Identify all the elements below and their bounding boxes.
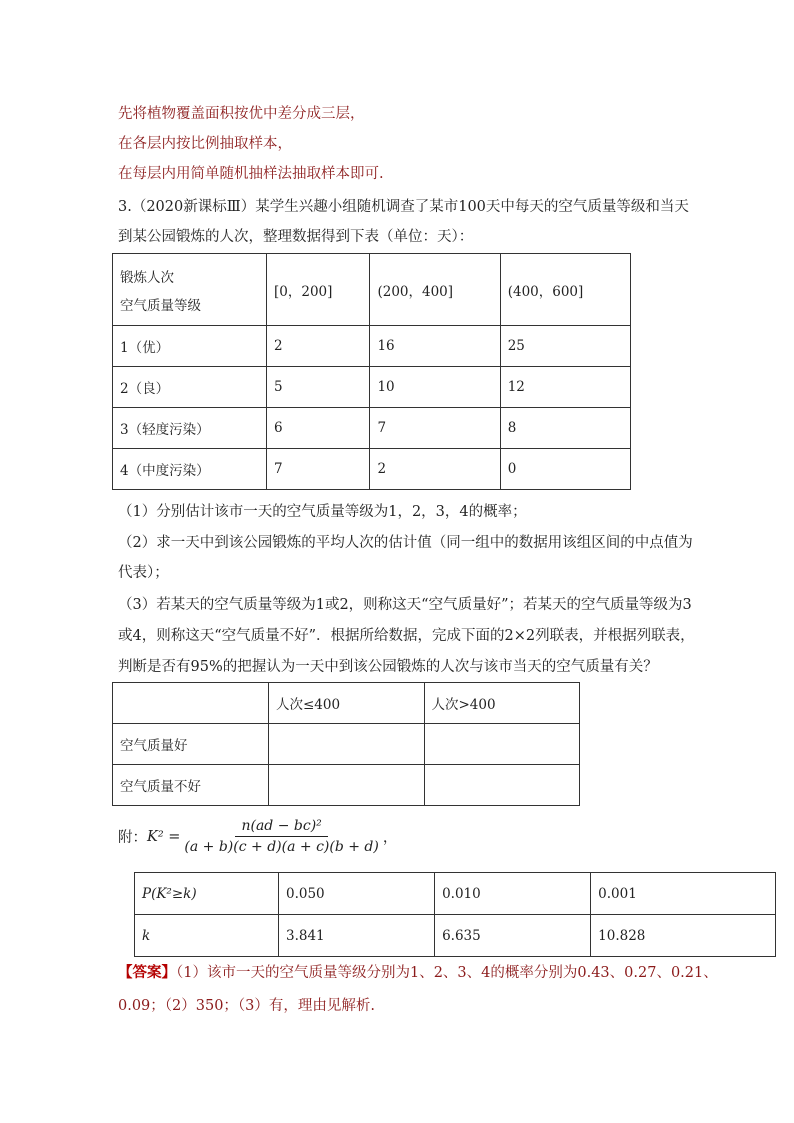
column-header: [0，200] [267,254,370,326]
empty-cell [269,765,425,806]
column-header: (200，400] [370,254,500,326]
table-cell: 0 [500,449,630,490]
table-row [113,765,580,806]
intro-line-1: 先将植物覆盖面积按优中差分成三层， [118,106,365,122]
answer-tag: 【答案】 [118,964,176,981]
column-header: (400，600] [500,254,630,326]
row-label: k [135,915,279,957]
table-cell: 7 [370,408,500,449]
intro-line-3: 在每层内用简单随机抽样法抽取样本即可. [118,166,384,182]
formula-prefix: 附： [118,830,147,846]
table-cell: 0.010 [435,873,591,915]
table-cell: 3.841 [279,915,435,957]
table-row [135,873,776,915]
table-row [113,683,580,724]
column-header: 人次≤400 [269,683,425,724]
contingency-table [112,682,580,806]
table-cell: 6.635 [435,915,591,957]
critical-value-table [134,872,776,957]
row-label: P(K²≥k) [135,873,279,915]
problem-stem-line-1: 3.（2020新课标Ⅲ）某学生兴趣小组随机调查了某市100天中每天的空气质量等级和当天 [118,199,689,215]
table-row [113,449,631,490]
row-label: 1（优） [113,326,267,367]
empty-cell [424,765,580,806]
table-row [135,915,776,957]
formula-suffix: ， [382,830,398,846]
formula-numerator: n(ad − bc)² [235,818,327,837]
answer-line-1 [118,963,718,983]
table-cell: 0.001 [591,873,776,915]
question-2-line-2: 代表）； [118,565,169,581]
table-cell: 7 [267,449,370,490]
problem-stem-line-2: 到某公园锻炼的人次，整理数据得到下表（单位：天）： [118,229,474,245]
chi-square-formula [118,818,397,855]
table-cell: 12 [500,367,630,408]
row-label: 空气质量好 [113,724,269,765]
answer-text-1: （1）该市一天的空气质量等级分别为1、2、3、4的概率分别为0.43、0.27、0.21、 [176,965,718,981]
row-label: 空气质量不好 [113,765,269,806]
table-cell: 10 [370,367,500,408]
table-cell: 5 [267,367,370,408]
table-corner-header [113,254,267,326]
question-2-line-1: （2）求一天中到该公园锻炼的平均人次的估计值（同一组中的数据用该组区间的中点值为 [118,535,693,551]
intro-line-2: 在各层内按比例抽取样本， [118,136,292,152]
table-cell: 25 [500,326,630,367]
table-cell: 2 [370,449,500,490]
question-3-line-2: 或4，则称这天“空气质量不好”．根据所给数据，完成下面的2×2列联表，并根据列联表， [118,628,695,644]
table-row [113,367,631,408]
row-label: 2（良） [113,367,267,408]
table-cell: 6 [267,408,370,449]
table-cell: 0.050 [279,873,435,915]
exercise-air-quality-table [112,253,631,490]
table-row [113,326,631,367]
table-cell: 16 [370,326,500,367]
table-cell: 2 [267,326,370,367]
table-cell: 10.828 [591,915,776,957]
answer-line-2: 0.09；（2）350；（3）有，理由见解析. [118,998,376,1014]
header-top-label: 锻炼人次 [120,269,174,286]
header-bottom-label: 空气质量等级 [120,297,201,314]
row-label: 4（中度污染） [113,449,267,490]
column-header: 人次>400 [424,683,580,724]
formula-lhs: K² = [147,828,181,845]
question-3-line-1: （3）若某天的空气质量等级为1或2，则称这天“空气质量好”；若某天的空气质量等级为3 [118,597,692,613]
empty-cell [269,724,425,765]
question-3-line-3: 判断是否有95%的把握认为一天中到该公园锻炼的人次与该市当天的空气质量有关？ [118,659,658,675]
table-cell: 8 [500,408,630,449]
table-row [113,724,580,765]
table-corner-empty [113,683,269,724]
formula-denominator: (a + b)(c + d)(a + c)(b + d) [184,839,379,855]
table-row [113,408,631,449]
empty-cell [424,724,580,765]
row-label: 3（轻度污染） [113,408,267,449]
question-1: （1）分别估计该市一天的空气质量等级为1，2，3，4的概率； [118,504,527,520]
formula-fraction [184,818,378,855]
